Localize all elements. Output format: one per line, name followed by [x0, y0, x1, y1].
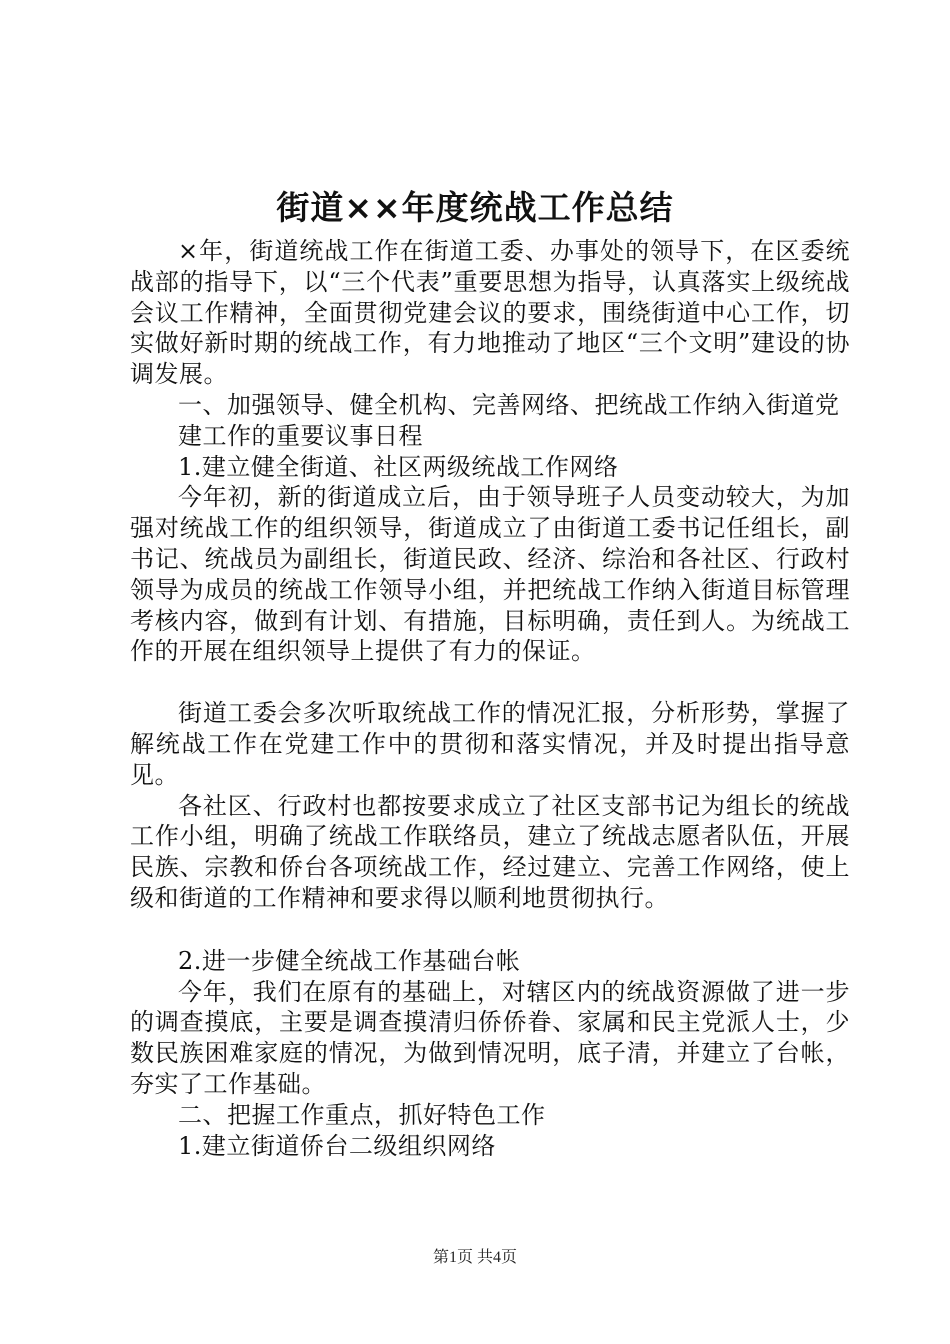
- page-number: 第1页 共4页: [432, 1249, 517, 1266]
- paragraph: 今年，我们在原有的基础上，对辖区内的统战资源做了进一步的调查摸底，主要是调查摸清归侨侨眷、家属和民主党派人士，少数民族困难家庭的情况，为做到情况明，底子清，并建立了台帐，夯实了工作基础。: [130, 977, 850, 1098]
- subheading-1-2: 2.进一步健全统战工作基础台帐: [178, 946, 521, 975]
- section-heading-1: 一、加强领导、健全机构、完善网络、把统战工作纳入街道党: [178, 390, 840, 419]
- subheading-2-1: 1.建立街道侨台二级组织网络: [178, 1131, 496, 1160]
- subheading-1-1: 1.建立健全街道、社区两级统战工作网络: [178, 452, 619, 481]
- paragraph: 今年初，新的街道成立后，由于领导班子人员变动较大，为加强对统战工作的组织领导，街道成立了由街道工委书记任组长，副书记、统战员为副组长，街道民政、经济、综治和各社区、行政村领导为成员的统战工作领导小组，并把统战工作纳入街道目标管理考核内容，做到有计划、有措施，目标明确，责任到人。为统战工作的开展在组织领导上提供了有力的保证。: [130, 483, 850, 666]
- document-body: [130, 236, 850, 1161]
- section-heading-2: 二、把握工作重点，抓好特色工作: [178, 1100, 546, 1129]
- paragraph: 街道工委会多次听取统战工作的情况汇报，分析形势，掌握了解统战工作在党建工作中的贯彻和落实情况，并及时提出指导意见。: [130, 699, 850, 789]
- paragraph: 各社区、行政村也都按要求成立了社区支部书记为组长的统战工作小组，明确了统战工作联络员，建立了统战志愿者队伍，开展民族、宗教和侨台各项统战工作，经过建立、完善工作网络，使上级和街道的工作精神和要求得以顺利地贯彻执行。: [130, 791, 850, 912]
- paragraph-intro: ×年，街道统战工作在街道工委、办事处的领导下，在区委统战部的指导下，以“三个代表”重要思想为指导，认真落实上级统战会议工作精神，全面贯彻党建会议的要求，围绕街道中心工作，切实做好新时期的统战工作，有力地推动了地区“三个文明”建设的协调发展。: [130, 237, 850, 389]
- document-title: 街道××年度统战工作总结: [276, 188, 674, 227]
- section-heading-1-cont: 建工作的重要议事日程: [178, 421, 423, 450]
